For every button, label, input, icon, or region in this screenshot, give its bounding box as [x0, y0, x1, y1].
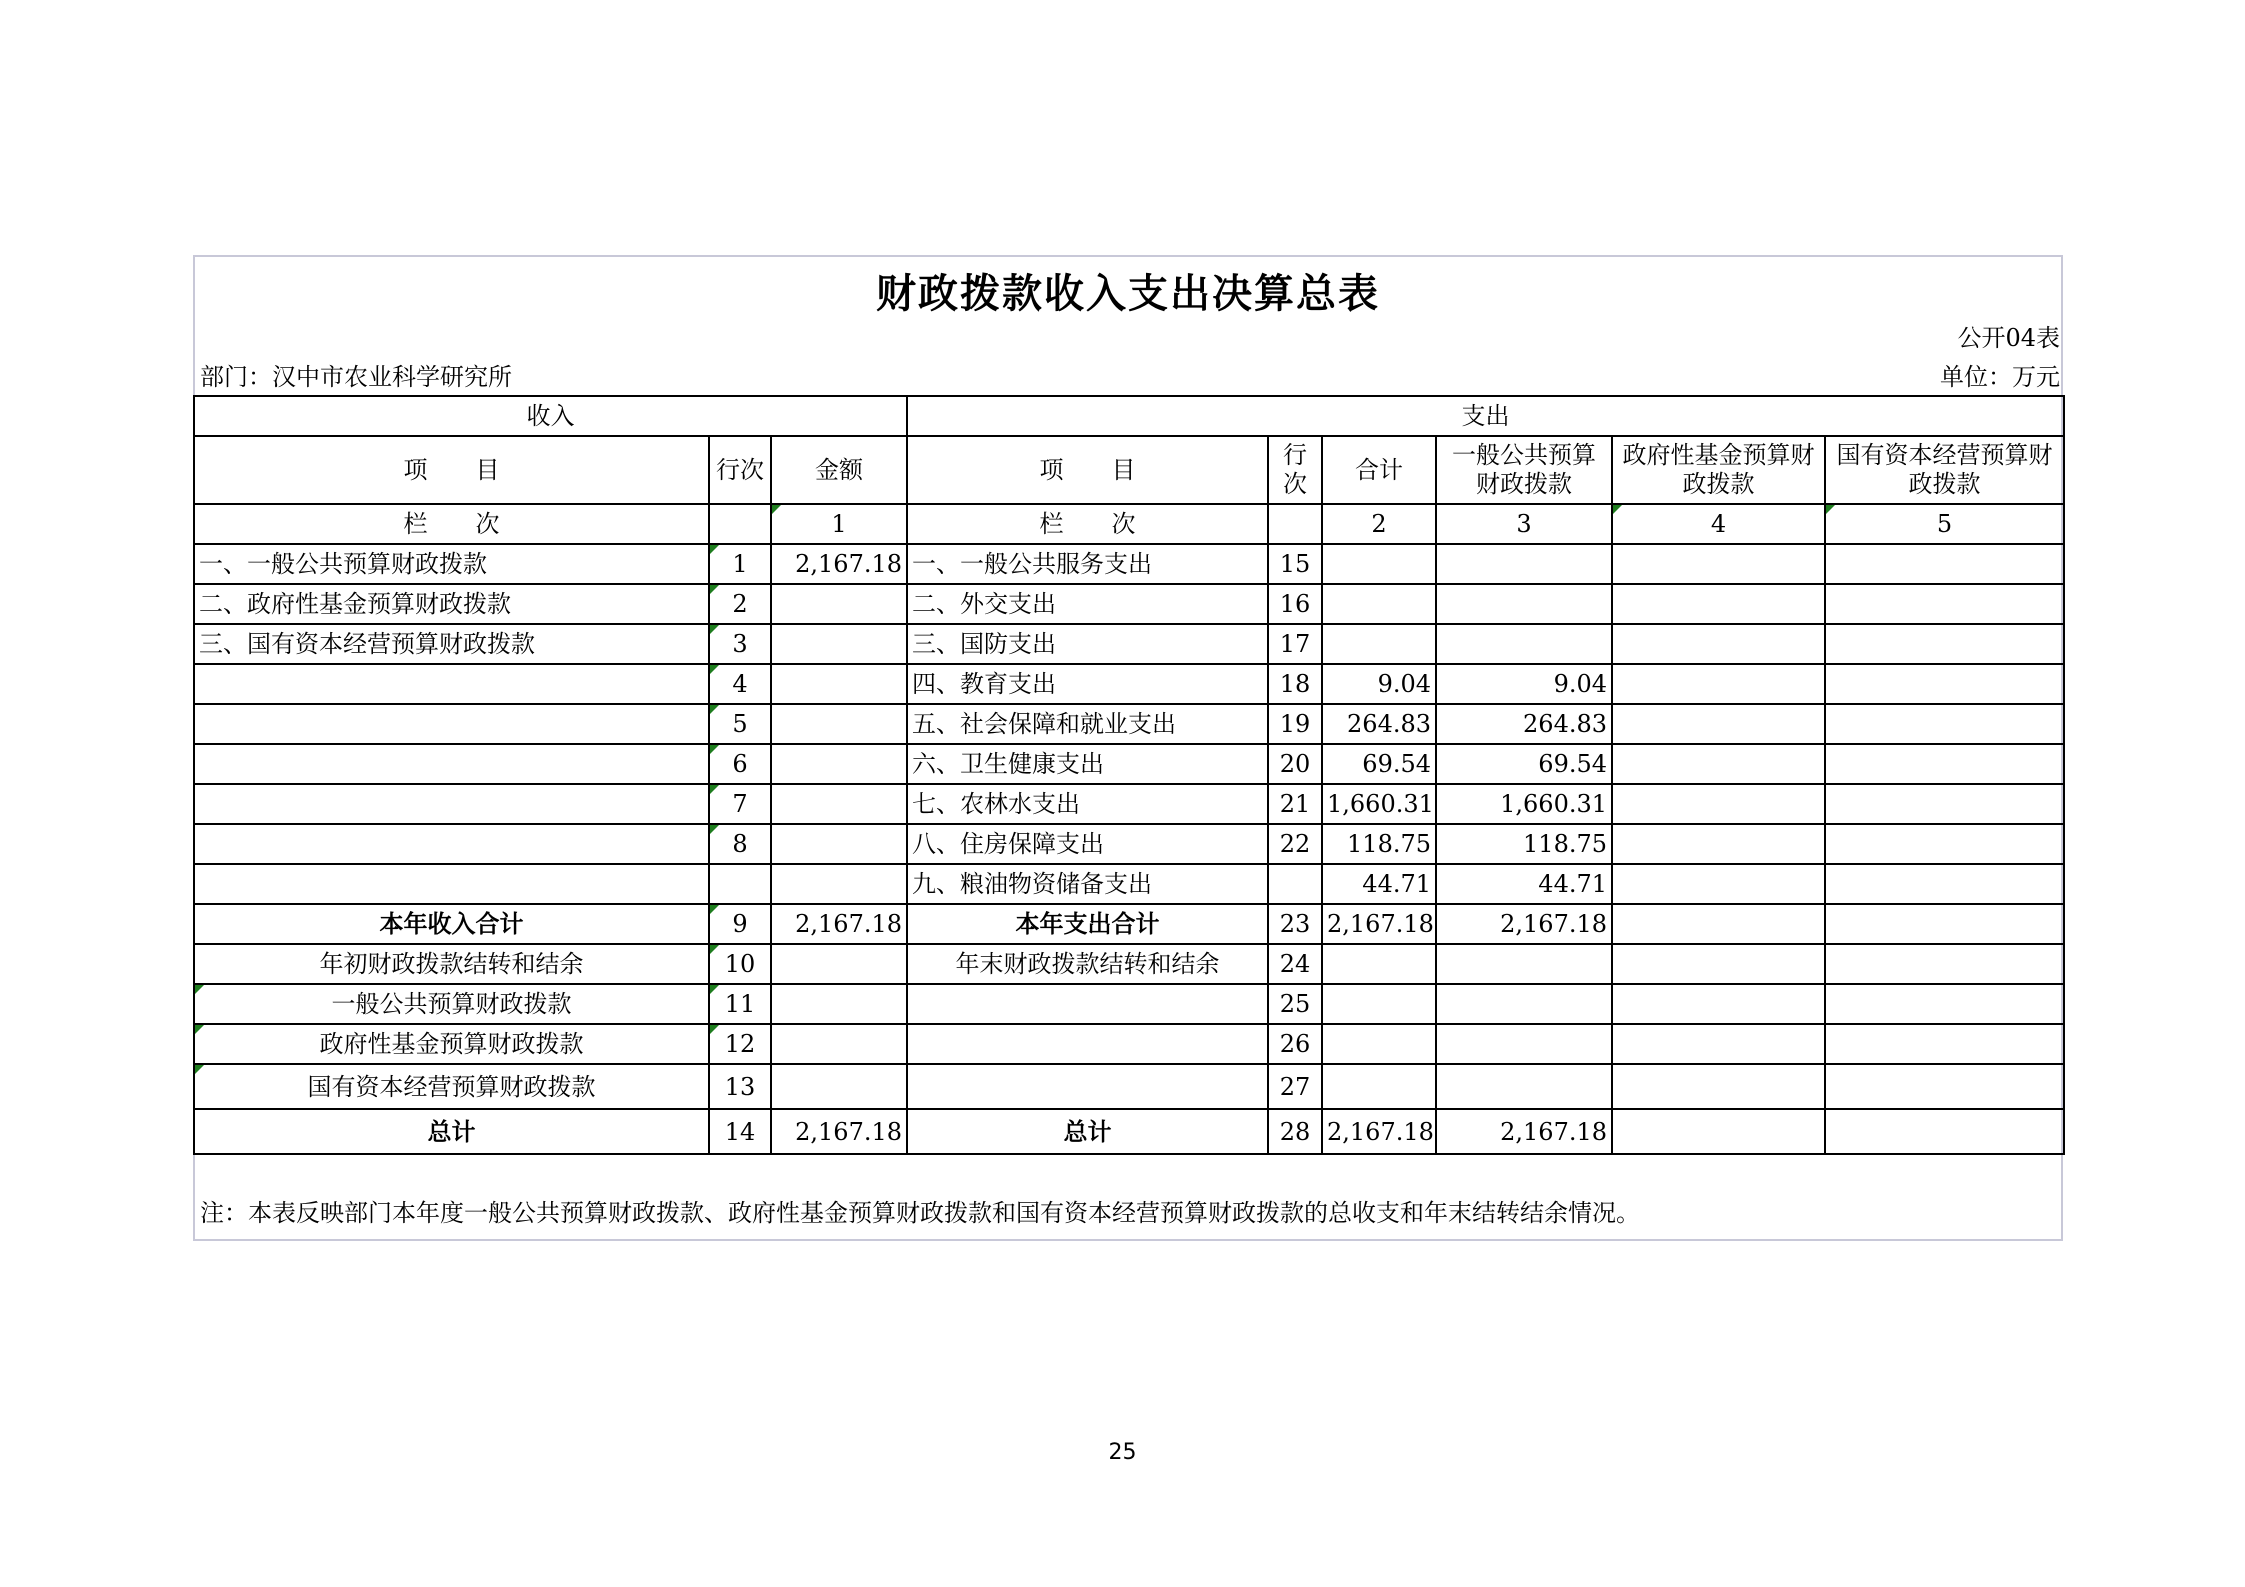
general-public-cell	[1436, 1064, 1612, 1109]
general-public-cell	[1436, 624, 1612, 664]
table-row	[194, 864, 2064, 904]
expense-total-cell: 44.71	[1322, 864, 1436, 904]
state-capital-cell	[1825, 1064, 2064, 1109]
lanci-cell: 栏 次	[907, 504, 1268, 544]
table-row	[194, 824, 2064, 864]
column-index-row	[194, 504, 2064, 544]
general-public-cell	[1436, 584, 1612, 624]
gov-fund-cell	[1612, 984, 1825, 1024]
income-amount-cell	[771, 664, 907, 704]
budget-table	[193, 395, 2065, 1155]
expense-group-header: 支出	[907, 396, 2064, 436]
income-rowno-cell: 1	[709, 544, 771, 584]
state-capital-cell	[1825, 584, 2064, 624]
gov-fund-cell	[1612, 944, 1825, 984]
carryover-expense-item	[907, 984, 1268, 1024]
gov-fund-cell	[1612, 1109, 1825, 1154]
state-capital-cell	[1825, 864, 2064, 904]
general-public-cell	[1436, 544, 1612, 584]
expense-total-cell: 264.83	[1322, 704, 1436, 744]
income-rowno-cell: 3	[709, 624, 771, 664]
state-capital-cell	[1825, 984, 2064, 1024]
income-item-cell: 二、政府性基金预算财政拨款	[194, 584, 709, 624]
income-rowno-cell: 14	[709, 1109, 771, 1154]
income-amount-cell	[771, 944, 907, 984]
income-rowno-cell: 2	[709, 584, 771, 624]
table-row	[194, 544, 2064, 584]
income-item-cell	[194, 824, 709, 864]
expense-total-cell	[1322, 544, 1436, 584]
expense-total-cell: 69.54	[1322, 744, 1436, 784]
grand-total-row	[194, 1109, 2064, 1154]
expense-item-cell: 四、教育支出	[907, 664, 1268, 704]
grand-total-expense-label: 总计	[907, 1109, 1268, 1154]
income-rowno-cell: 8	[709, 824, 771, 864]
gov-fund-cell	[1612, 704, 1825, 744]
income-amount-cell	[771, 824, 907, 864]
gov-fund-cell	[1612, 824, 1825, 864]
income-item-cell	[194, 864, 709, 904]
grand-total-income-label: 总计	[194, 1109, 709, 1154]
expense-total-cell	[1322, 1024, 1436, 1064]
general-public-cell: 69.54	[1436, 744, 1612, 784]
carryover-row	[194, 1064, 2064, 1109]
income-amount-cell	[771, 984, 907, 1024]
expense-rowno-cell: 18	[1268, 664, 1322, 704]
state-capital-header: 国有资本经营预算财政拨款	[1825, 436, 2064, 504]
expense-item-cell: 九、粮油物资储备支出	[907, 864, 1268, 904]
income-amount-cell	[771, 704, 907, 744]
general-public-header: 一般公共预算财政拨款	[1436, 436, 1612, 504]
expense-item-cell: 八、住房保障支出	[907, 824, 1268, 864]
expense-item-cell: 五、社会保障和就业支出	[907, 704, 1268, 744]
income-amount-cell	[771, 1064, 907, 1109]
state-capital-cell	[1825, 824, 2064, 864]
income-amount-cell	[771, 624, 907, 664]
page-title: 财政拨款收入支出决算总表	[876, 270, 1380, 317]
expense-rowno-cell: 20	[1268, 744, 1322, 784]
income-amount-header: 金额	[771, 436, 907, 504]
income-rowno-cell: 4	[709, 664, 771, 704]
expense-rowno-cell: 17	[1268, 624, 1322, 664]
year-expense-total-label: 本年支出合计	[907, 904, 1268, 944]
col-index-5: 5	[1825, 504, 2064, 544]
expense-rowno-cell: 15	[1268, 544, 1322, 584]
state-capital-cell	[1825, 904, 2064, 944]
general-public-cell	[1436, 944, 1612, 984]
gov-fund-cell	[1612, 584, 1825, 624]
income-amount-cell	[771, 864, 907, 904]
table-row	[194, 584, 2064, 624]
carryover-row	[194, 1024, 2064, 1064]
income-rowno-cell: 13	[709, 1064, 771, 1109]
table-row	[194, 784, 2064, 824]
gov-fund-cell	[1612, 624, 1825, 664]
income-amount-cell	[771, 784, 907, 824]
expense-total-cell: 118.75	[1322, 824, 1436, 864]
expense-rowno-header: 行次	[1268, 436, 1322, 504]
expense-rowno-cell: 25	[1268, 984, 1322, 1024]
income-rowno-cell	[709, 864, 771, 904]
income-amount-cell	[771, 744, 907, 784]
income-group-header: 收入	[194, 396, 907, 436]
state-capital-cell	[1825, 1024, 2064, 1064]
carryover-expense-item: 年末财政拨款结转和结余	[907, 944, 1268, 984]
gov-fund-cell	[1612, 664, 1825, 704]
table-row	[194, 664, 2064, 704]
col-index-1: 1	[771, 504, 907, 544]
group-header-row	[194, 396, 2064, 436]
income-rowno-cell: 12	[709, 1024, 771, 1064]
footnote: 注：本表反映部门本年度一般公共预算财政拨款、政府性基金预算财政拨款和国有资本经营预算财政拨款的总收支和年末结转结余情况。	[200, 1199, 1640, 1227]
year-expense-total-amount: 2,167.18	[1322, 904, 1436, 944]
expense-rowno-cell: 21	[1268, 784, 1322, 824]
expense-rowno-cell: 19	[1268, 704, 1322, 744]
grand-total-expense-amount: 2,167.18	[1322, 1109, 1436, 1154]
gov-fund-cell	[1612, 784, 1825, 824]
carryover-income-item: 国有资本经营预算财政拨款	[194, 1064, 709, 1109]
general-public-cell: 2,167.18	[1436, 904, 1612, 944]
general-public-cell: 44.71	[1436, 864, 1612, 904]
lanci-cell: 栏 次	[194, 504, 709, 544]
gov-fund-header: 政府性基金预算财政拨款	[1612, 436, 1825, 504]
state-capital-cell	[1825, 704, 2064, 744]
table-row	[194, 704, 2064, 744]
general-public-cell: 264.83	[1436, 704, 1612, 744]
income-item-header: 项 目	[194, 436, 709, 504]
form-code: 公开04表	[1957, 324, 2060, 352]
expense-total-cell	[1322, 624, 1436, 664]
table-row	[194, 624, 2064, 664]
expense-rowno-cell: 23	[1268, 904, 1322, 944]
expense-rowno-cell: 27	[1268, 1064, 1322, 1109]
income-rowno-cell: 9	[709, 904, 771, 944]
income-rowno-cell: 5	[709, 704, 771, 744]
income-item-cell	[194, 744, 709, 784]
income-rowno-cell: 7	[709, 784, 771, 824]
general-public-cell	[1436, 1024, 1612, 1064]
gov-fund-cell	[1612, 864, 1825, 904]
empty-cell	[1268, 504, 1322, 544]
carryover-row	[194, 984, 2064, 1024]
carryover-expense-item	[907, 1024, 1268, 1064]
carryover-income-item: 一般公共预算财政拨款	[194, 984, 709, 1024]
income-item-cell	[194, 784, 709, 824]
col-index-4: 4	[1612, 504, 1825, 544]
gov-fund-cell	[1612, 1064, 1825, 1109]
empty-cell	[709, 504, 771, 544]
state-capital-cell	[1825, 624, 2064, 664]
expense-item-cell: 六、卫生健康支出	[907, 744, 1268, 784]
gov-fund-cell	[1612, 544, 1825, 584]
expense-item-header: 项 目	[907, 436, 1268, 504]
expense-total-cell	[1322, 1064, 1436, 1109]
carryover-expense-item	[907, 1064, 1268, 1109]
expense-rowno-cell: 24	[1268, 944, 1322, 984]
gov-fund-cell	[1612, 744, 1825, 784]
state-capital-cell	[1825, 1109, 2064, 1154]
expense-total-cell: 1,660.31	[1322, 784, 1436, 824]
expense-total-cell	[1322, 984, 1436, 1024]
year-income-total-amount: 2,167.18	[771, 904, 907, 944]
income-rowno-header: 行次	[709, 436, 771, 504]
income-amount-cell: 2,167.18	[771, 544, 907, 584]
grand-total-income-amount: 2,167.18	[771, 1109, 907, 1154]
income-item-cell: 三、国有资本经营预算财政拨款	[194, 624, 709, 664]
income-rowno-cell: 10	[709, 944, 771, 984]
state-capital-cell	[1825, 944, 2064, 984]
state-capital-cell	[1825, 664, 2064, 704]
income-rowno-cell: 6	[709, 744, 771, 784]
state-capital-cell	[1825, 784, 2064, 824]
expense-rowno-cell: 16	[1268, 584, 1322, 624]
expense-item-cell: 二、外交支出	[907, 584, 1268, 624]
year-income-total-label: 本年收入合计	[194, 904, 709, 944]
column-header-row	[194, 436, 2064, 504]
table-row	[194, 744, 2064, 784]
income-item-cell	[194, 664, 709, 704]
expense-item-cell: 一、一般公共服务支出	[907, 544, 1268, 584]
carryover-row	[194, 944, 2064, 984]
general-public-cell: 9.04	[1436, 664, 1612, 704]
expense-total-cell	[1322, 584, 1436, 624]
year-total-row	[194, 904, 2064, 944]
general-public-cell: 1,660.31	[1436, 784, 1612, 824]
expense-total-header: 合计	[1322, 436, 1436, 504]
carryover-income-item: 政府性基金预算财政拨款	[194, 1024, 709, 1064]
unit-label: 单位：万元	[1940, 363, 2060, 391]
state-capital-cell	[1825, 544, 2064, 584]
expense-rowno-cell: 26	[1268, 1024, 1322, 1064]
income-amount-cell	[771, 1024, 907, 1064]
carryover-income-item: 年初财政拨款结转和结余	[194, 944, 709, 984]
expense-item-cell: 三、国防支出	[907, 624, 1268, 664]
expense-rowno-cell: 28	[1268, 1109, 1322, 1154]
expense-total-cell	[1322, 944, 1436, 984]
department-label: 部门：汉中市农业科学研究所	[200, 363, 512, 391]
page-number: 25	[1108, 1440, 1137, 1465]
expense-rowno-cell	[1268, 864, 1322, 904]
general-public-cell	[1436, 984, 1612, 1024]
expense-item-cell: 七、农林水支出	[907, 784, 1268, 824]
income-item-cell: 一、一般公共预算财政拨款	[194, 544, 709, 584]
expense-rowno-cell: 22	[1268, 824, 1322, 864]
gov-fund-cell	[1612, 1024, 1825, 1064]
income-rowno-cell: 11	[709, 984, 771, 1024]
col-index-2: 2	[1322, 504, 1436, 544]
general-public-cell: 2,167.18	[1436, 1109, 1612, 1154]
general-public-cell: 118.75	[1436, 824, 1612, 864]
income-item-cell	[194, 704, 709, 744]
col-index-3: 3	[1436, 504, 1612, 544]
income-amount-cell	[771, 584, 907, 624]
gov-fund-cell	[1612, 904, 1825, 944]
expense-total-cell: 9.04	[1322, 664, 1436, 704]
state-capital-cell	[1825, 744, 2064, 784]
